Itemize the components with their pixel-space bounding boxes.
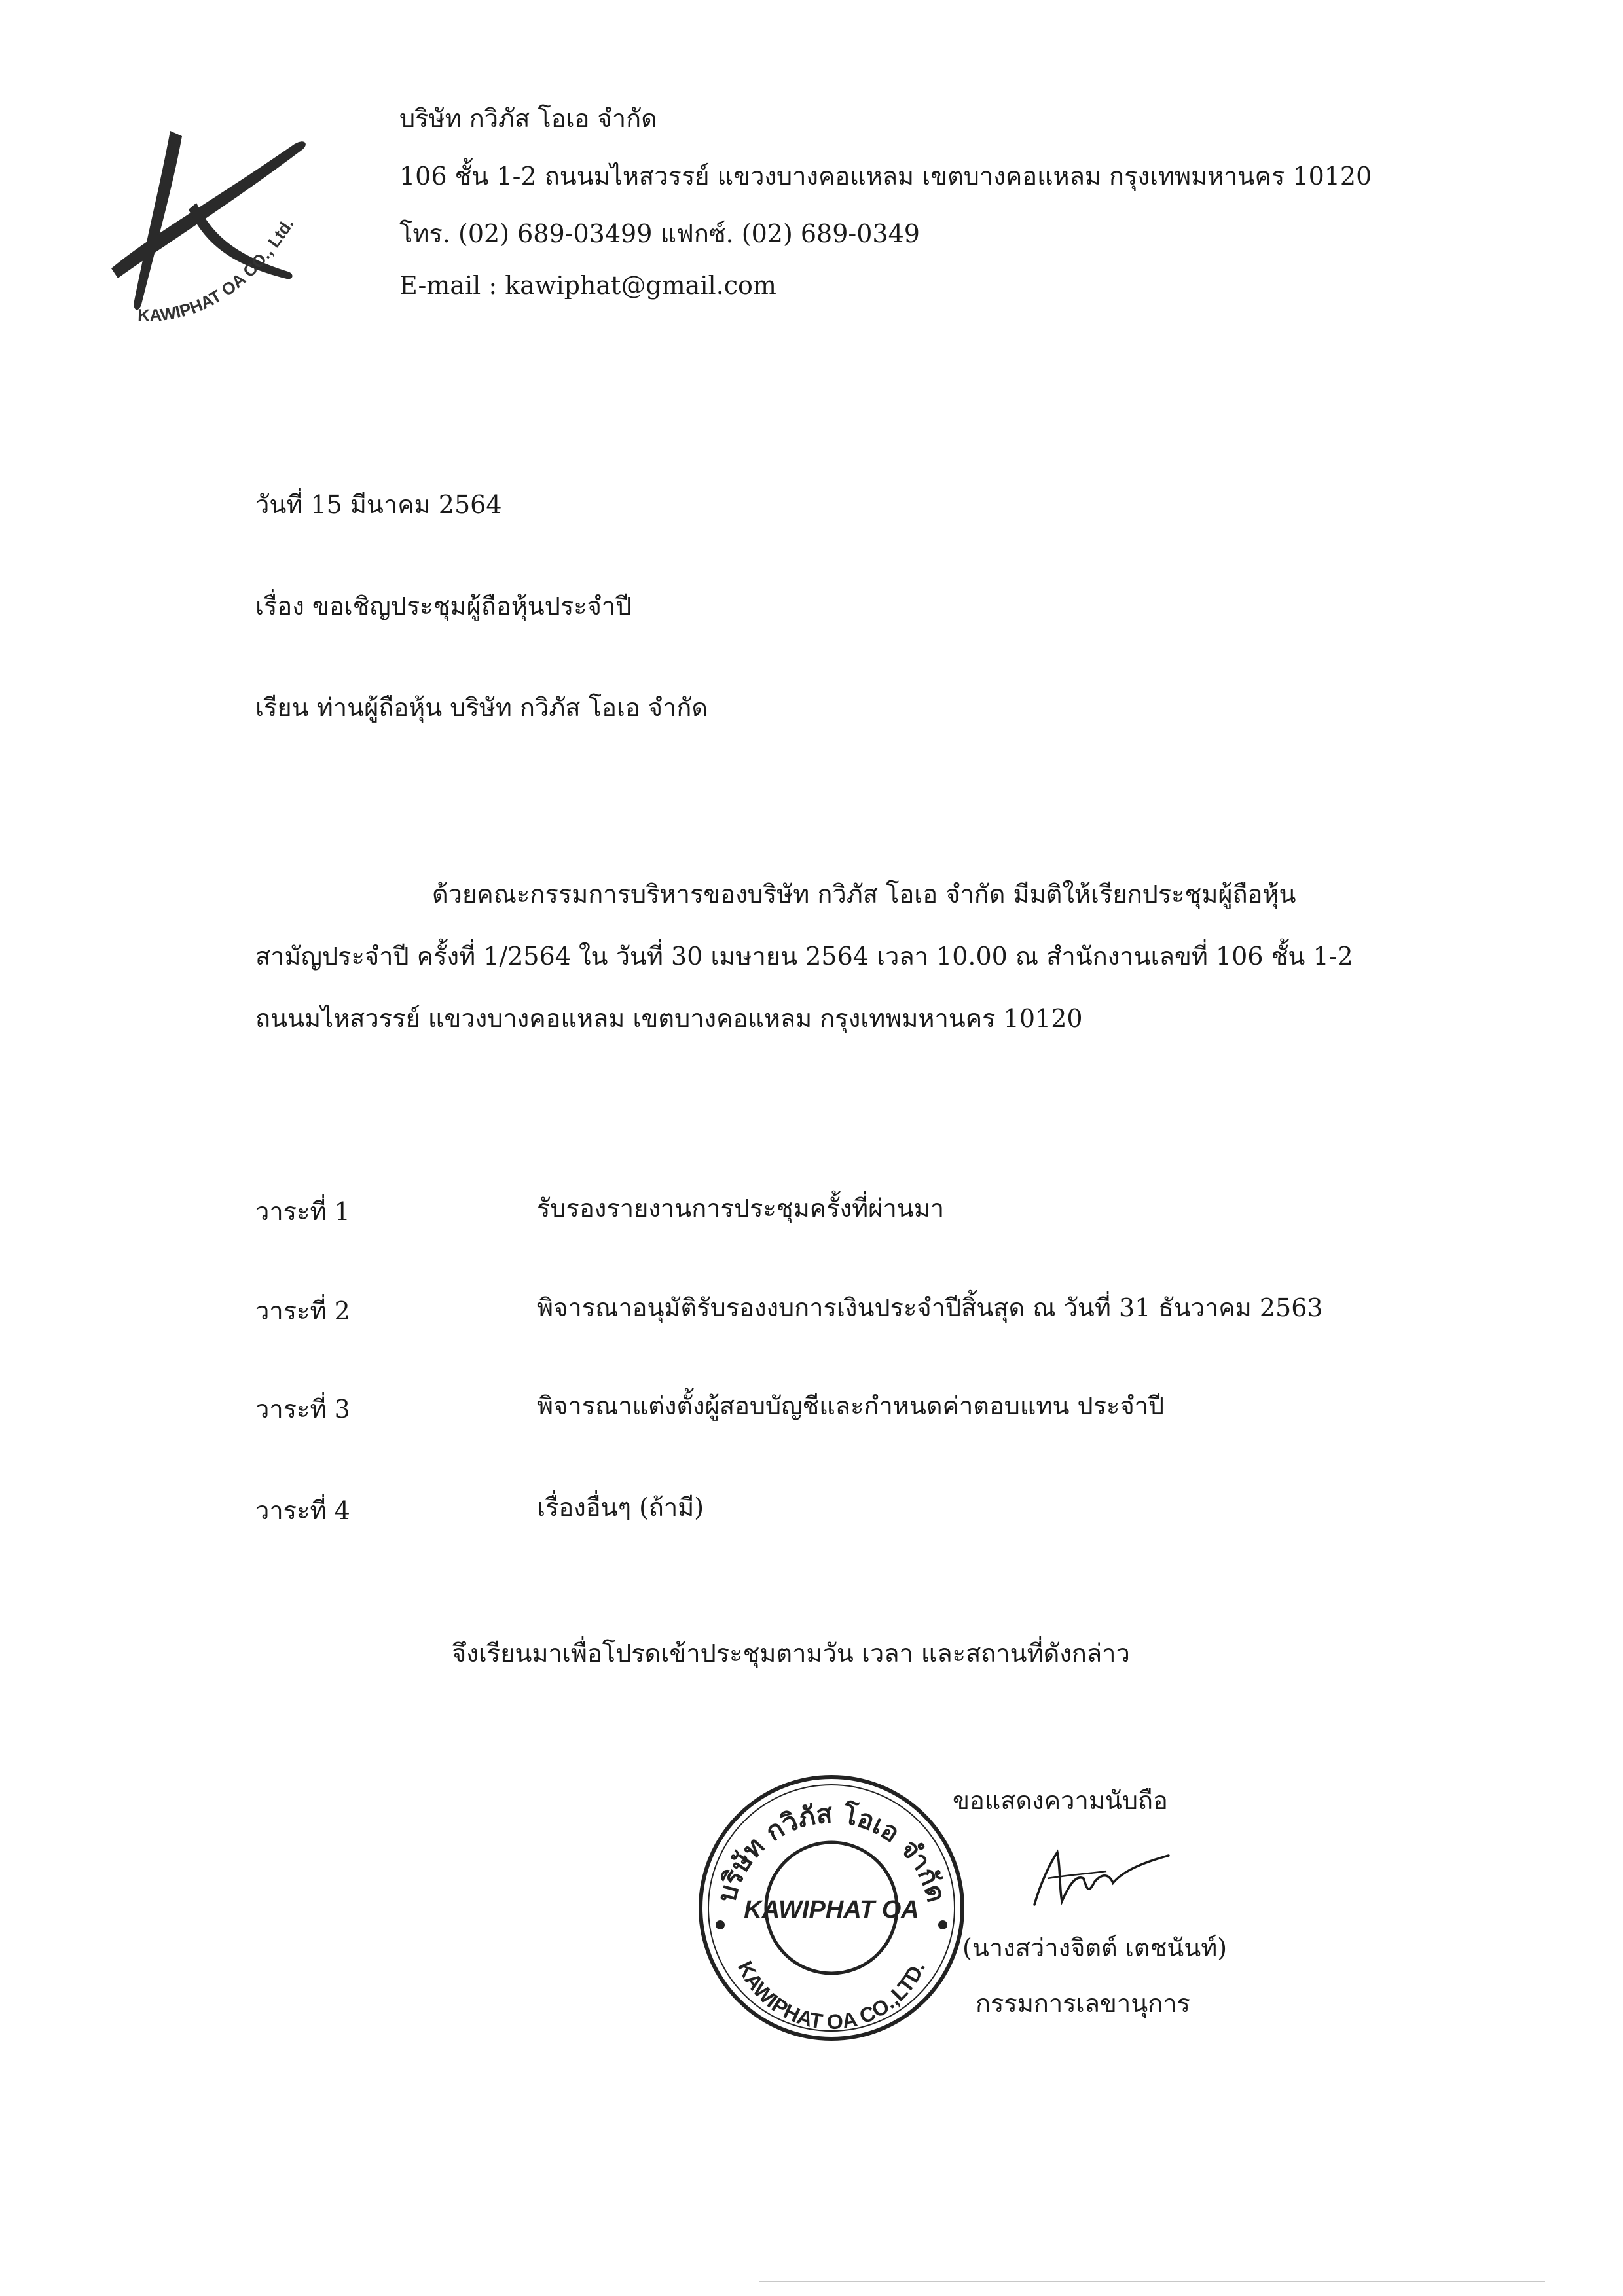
stamp-center-text: KAWIPHAT OA [744, 1896, 919, 1924]
body-line-1: ด้วยคณะกรรมการบริหารของบริษัท กวิภัส โอเอ จำกัด มีมติให้เรียกประชุมผู้ถือหุ้น [432, 880, 1296, 908]
letter-date: วันที่ 15 มีนาคม 2564 [255, 490, 502, 519]
company-address: 106 ชั้น 1-2 ถนนมไหสวรรย์ แขวงบางคอแหลม เขตบางคอแหลม กรุงเทพมหานคร 10120 [399, 162, 1372, 190]
signer-position: กรรมการเลขานุการ [976, 1989, 1190, 2018]
signature [1021, 1842, 1178, 1914]
closing-regards: ขอแสดงความนับถือ [953, 1786, 1168, 1815]
company-logo [98, 105, 334, 353]
agenda-label: วาระที่ 3 [255, 1395, 350, 1424]
stamp-bottom-text: KAWIPHAT OA CO.,LTD. [733, 1957, 930, 2034]
stamp-top-text: บริษัท กวิภัส โอเอ จำกัด [712, 1799, 951, 1906]
logo-text: KAWIPHAT OA CO., Ltd. [137, 214, 298, 325]
agenda-text: พิจารณาแต่งตั้งผู้สอบบัญชีและกำหนดค่าตอบแทน ประจำปี [537, 1391, 1165, 1420]
company-name: บริษัท กวิภัส โอเอ จำกัด [399, 104, 657, 133]
agenda-text: รับรองรายงานการประชุมครั้งที่ผ่านมา [537, 1194, 945, 1223]
scan-artifact-line [759, 2281, 1545, 2282]
company-phone-fax: โทร. (02) 689-03499 แฟกซ์. (02) 689-0349 [399, 219, 920, 248]
company-email: E-mail : kawiphat@gmail.com [399, 271, 776, 300]
agenda-label: วาระที่ 2 [255, 1297, 350, 1325]
agenda-text: เรื่องอื่นๆ (ถ้ามี) [537, 1493, 704, 1522]
company-stamp [694, 1770, 969, 2045]
body-line-3: ถนนมไหสวรรย์ แขวงบางคอแหลม เขตบางคอแหลม กรุงเทพมหานคร 10120 [255, 1004, 1083, 1033]
agenda-label: วาระที่ 1 [255, 1197, 350, 1226]
signer-name: (นางสว่างจิตต์ เตชนันท์) [962, 1933, 1228, 1962]
body-line-2: สามัญประจำปี ครั้งที่ 1/2564 ใน วันที่ 30 เมษายน 2564 เวลา 10.00 ณ สำนักงานเลขที่ 106 ชั้น 1-2 [255, 942, 1353, 971]
logo-k-stroke-diag [111, 141, 306, 278]
agenda-label: วาระที่ 4 [255, 1496, 350, 1525]
logo-k-stroke-main [134, 131, 182, 310]
letter-subject: เรื่อง ขอเชิญประชุมผู้ถือหุ้นประจำปี [255, 592, 632, 620]
agenda-text: พิจารณาอนุมัติรับรองงบการเงินประจำปีสิ้นสุด ณ วันที่ 31 ธันวาคม 2563 [537, 1293, 1323, 1322]
letter-recipient: เรียน ท่านผู้ถือหุ้น บริษัท กวิภัส โอเอ จำกัด [255, 693, 708, 722]
closing-statement: จึงเรียนมาเพื่อโปรดเข้าประชุมตามวัน เวลา และสถานที่ดังกล่าว [452, 1639, 1130, 1668]
